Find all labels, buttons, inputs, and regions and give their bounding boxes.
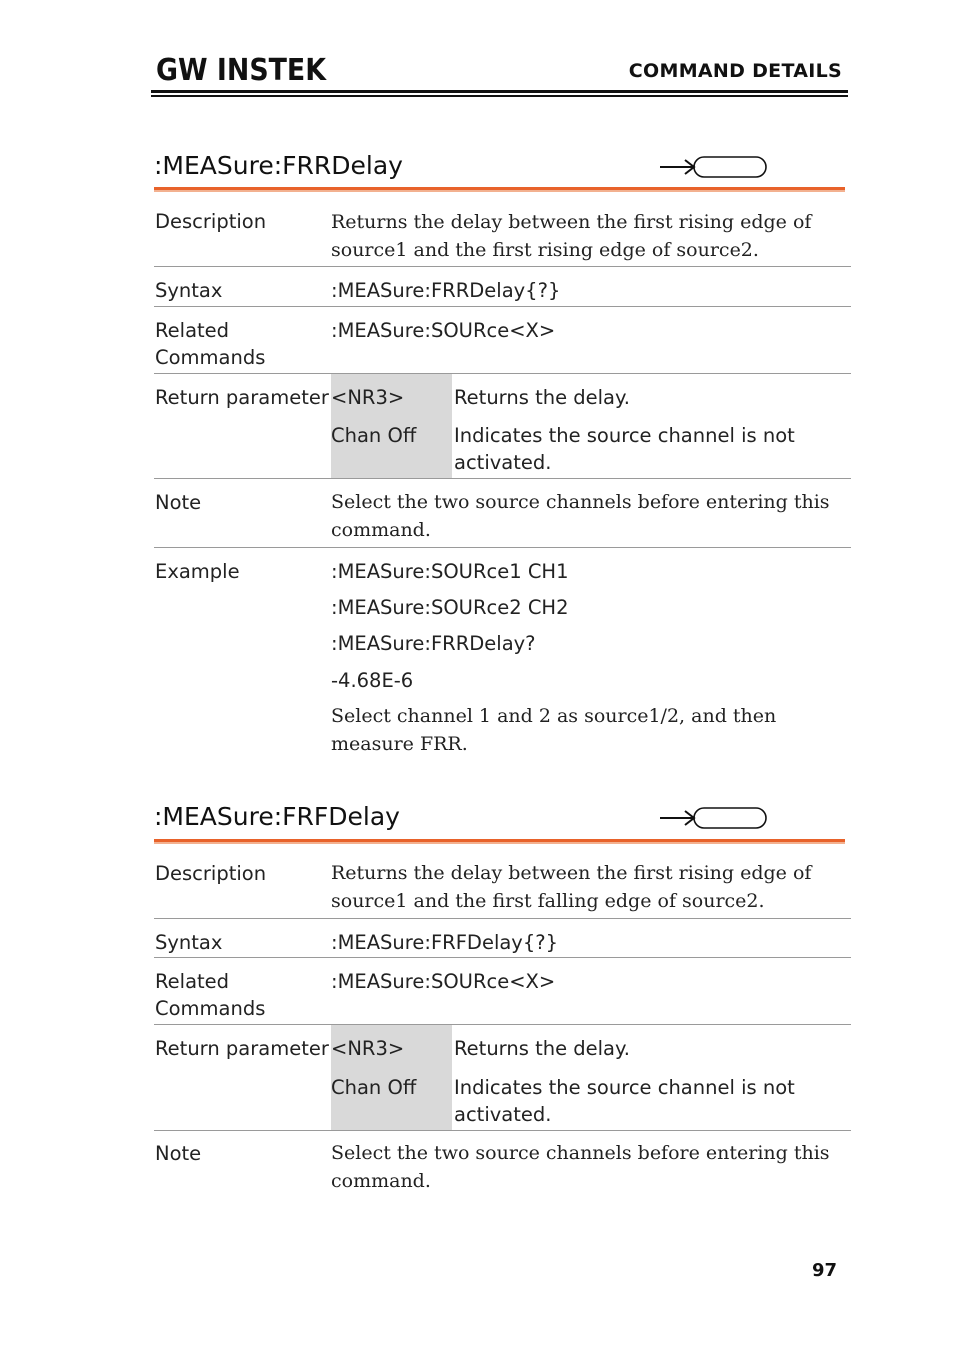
return-param-desc: Returns the delay. — [454, 386, 630, 409]
example-note: Select channel 1 and 2 as source1/2, and then measure FRR. — [331, 705, 777, 755]
gw-instek-logo — [156, 54, 328, 84]
query-arrow-icon — [658, 805, 768, 831]
row-divider — [154, 1130, 851, 1131]
row-divider — [154, 1024, 851, 1025]
row-divider — [154, 266, 851, 267]
related-label-line-2: Commands — [155, 346, 266, 369]
syntax-label: Syntax — [155, 931, 223, 954]
return-param-desc: Indicates the source channel is not activated. — [454, 424, 795, 474]
example-line: :MEASure:FRRDelay? — [331, 632, 536, 655]
return-parameter-label: Return parameter — [155, 386, 329, 409]
related-label — [155, 317, 265, 371]
example-line: :MEASure:SOURce1 CH1 — [331, 560, 569, 583]
row-divider — [154, 306, 851, 307]
header-section-title: COMMAND DETAILS — [628, 60, 842, 82]
related-label-line-2: Commands — [155, 997, 266, 1020]
related-label-line-1: Related — [155, 319, 230, 342]
related-label-line-1: Related — [155, 970, 230, 993]
description-text: Returns the delay between the first rising edge of source1 and the first rising edge of source2. — [331, 211, 812, 261]
row-divider — [154, 957, 851, 958]
return-parameter-label: Return parameter — [155, 1037, 329, 1060]
return-param-code: Chan Off — [331, 424, 417, 447]
return-param-code: Chan Off — [331, 1076, 417, 1099]
page-number: 97 — [812, 1260, 838, 1281]
syntax-value: :MEASure:FRRDelay{?} — [331, 279, 561, 302]
related-label — [155, 968, 265, 1022]
note-text: Select the two source channels before entering this command. — [331, 1142, 830, 1192]
section-rule-shadow — [154, 842, 845, 844]
return-param-code: <NR3> — [331, 1037, 405, 1060]
related-commands-value: :MEASure:SOURce<X> — [331, 319, 556, 342]
return-param-desc: Indicates the source channel is not activated. — [454, 1076, 795, 1126]
svg-text:GW INSTEK: GW INSTEK — [156, 54, 328, 84]
example-line: -4.68E-6 — [331, 669, 414, 692]
example-label: Example — [155, 560, 240, 583]
row-divider — [154, 547, 851, 548]
example-line: :MEASure:SOURce2 CH2 — [331, 596, 569, 619]
row-divider — [154, 478, 851, 479]
section-title: :MEASure:FRFDelay — [154, 802, 400, 831]
description-text: Returns the delay between the first rising edge of source1 and the first falling edge of source2. — [331, 862, 812, 912]
header-rule — [151, 90, 848, 93]
syntax-value: :MEASure:FRFDelay{?} — [331, 931, 559, 954]
query-arrow-icon — [658, 154, 768, 180]
description-label: Description — [155, 862, 267, 885]
related-commands-value: :MEASure:SOURce<X> — [331, 970, 556, 993]
row-divider — [154, 373, 851, 374]
note-text: Select the two source channels before entering this command. — [331, 491, 830, 541]
header-rule-thin — [151, 95, 848, 97]
description-label: Description — [155, 210, 267, 233]
note-label: Note — [155, 491, 202, 514]
return-param-code: <NR3> — [331, 386, 405, 409]
return-param-desc: Returns the delay. — [454, 1037, 630, 1060]
section-rule-shadow — [154, 190, 845, 192]
syntax-label: Syntax — [155, 279, 223, 302]
note-label: Note — [155, 1142, 202, 1165]
row-divider — [154, 918, 851, 919]
section-title: :MEASure:FRRDelay — [154, 151, 403, 180]
